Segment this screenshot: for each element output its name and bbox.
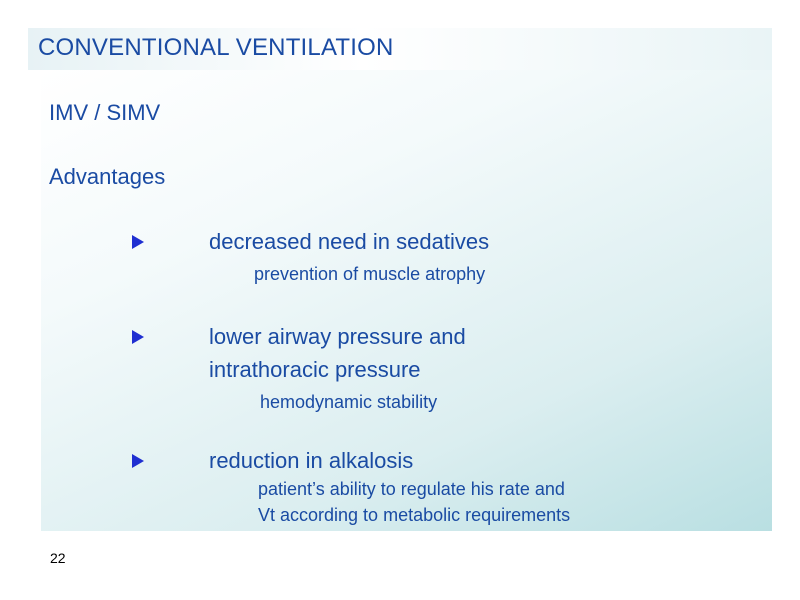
section-heading: Advantages [49,164,166,189]
arrowhead-bullet-icon [132,330,144,344]
advantage-3-line-1: reduction in alkalosis [209,448,414,473]
advantage-1-line-1: decreased need in sedatives [209,229,490,254]
slide-subtitle: IMV / SIMV [49,100,161,125]
slide-title: CONVENTIONAL VENTILATION [38,34,394,61]
advantage-2-line-1: lower airway pressure and [209,324,466,349]
arrowhead-bullet-icon [132,454,144,468]
arrowhead-bullet-icon [132,235,144,249]
advantage-2-detail-1: hemodynamic stability [260,392,438,412]
page-number: 22 [50,550,66,566]
advantage-1-detail-1: prevention of muscle atrophy [254,264,486,284]
advantage-3-detail-1: patient’s ability to regulate his rate and [258,479,565,499]
advantage-2-line-2: intrathoracic pressure [209,357,421,382]
advantage-3-detail-2: Vt according to metabolic requirements [258,505,571,525]
